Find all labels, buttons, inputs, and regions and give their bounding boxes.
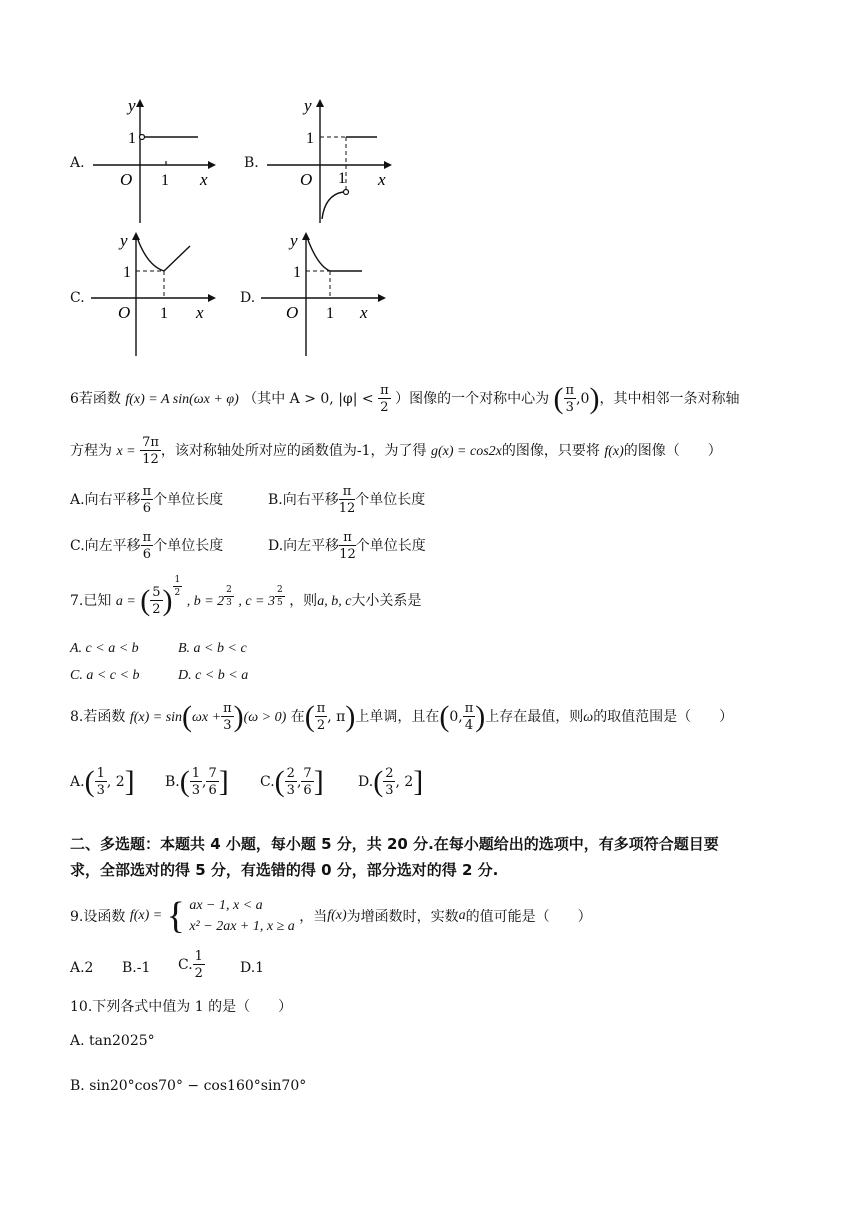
q7-option-c[interactable]: C. a < c < b xyxy=(70,668,140,683)
graph-d xyxy=(256,228,391,360)
q8-option-c[interactable]: C.( $\frac{2}{3}$ , $\frac{7}{6}$ ] xyxy=(260,765,324,798)
graph-a-one-x: 1 xyxy=(161,172,169,189)
graph-c-x-label: x xyxy=(196,303,204,322)
q9-stem: 9.设函数 f(x) = { ax − 1, x < a x² − 2ax + 1, x ≥ a ，当f(x)为增函数时，实数a的值可能是（ ） xyxy=(70,895,592,937)
q10-option-a[interactable]: A. tan2025° xyxy=(70,1033,155,1049)
q9-option-c[interactable]: C. $\frac{1}{2}$ xyxy=(178,949,203,981)
graph-d-x-label: x xyxy=(360,303,368,322)
graph-c-one-y: 1 xyxy=(123,264,131,281)
q10-stem: 10.下列各式中值为 1 的是（ ） xyxy=(70,999,293,1015)
q6-option-a[interactable]: A.向右平移 $\frac{\pi}{6}$ 个单位长度 xyxy=(70,484,224,516)
q8-option-b[interactable]: B.( $\frac{1}{3}$ , $\frac{7}{6}$ ] xyxy=(165,765,229,798)
graph-d-one-y: 1 xyxy=(293,264,301,281)
q9-option-b[interactable]: B.-1 xyxy=(122,960,151,976)
q7-option-b[interactable]: B. a < b < c xyxy=(178,641,247,656)
graph-b-one-x: 1 xyxy=(338,170,346,187)
graph-b-y-label: y xyxy=(304,96,312,115)
graph-b-label: B. xyxy=(244,155,259,171)
graph-b-x-label: x xyxy=(378,170,386,189)
q6-option-c[interactable]: C.向左平移 $\frac{\pi}{6}$ 个单位长度 xyxy=(70,530,224,562)
q7-stem: 7.已知 a = ( $\frac{5}{2}$ ) $^{\frac{1}{2}}$ , b = 2 $^{\frac{2}{3}}$ , c = 3 $^{\frac{2}{5}}$ ，则a, b, c大小关系是 xyxy=(70,575,422,617)
graph-b-origin: O xyxy=(300,170,313,189)
q6-line2: 方程为 x = $\frac{7\pi}{12}$ ，该对称轴处所对应的函数值为-1，为了得 g(x) = cos2x的图像，只要将 f(x)的图像（ ） xyxy=(70,435,722,467)
graph-c-label: C. xyxy=(70,290,85,306)
graph-b-one-y: 1 xyxy=(306,130,314,147)
q6-option-d[interactable]: D.向左平移 $\frac{\pi}{12}$ 个单位长度 xyxy=(268,530,426,562)
q7-option-a[interactable]: A. c < a < b xyxy=(70,641,139,656)
graph-c-one-x: 1 xyxy=(160,305,168,322)
graph-d-origin: O xyxy=(286,303,299,322)
q6-option-b[interactable]: B.向右平移 $\frac{\pi}{12}$ 个单位长度 xyxy=(268,484,426,516)
q8-option-d[interactable]: D.( $\frac{2}{3}$ , 2] xyxy=(358,765,424,798)
graph-c-origin: O xyxy=(118,303,131,322)
q6-line1: 6若函数 f(x) = A sin(ωx + φ) （其中 A > 0, |φ| < $\frac{\pi}{2}$ ）图像的一个对称中心为 ( $\frac{\pi}{3}$ ,0)，其中相邻一条对称轴 xyxy=(70,382,740,415)
graph-b xyxy=(262,95,397,227)
graph-d-label: D. xyxy=(240,290,256,306)
graph-a-label: A. xyxy=(70,155,85,171)
q7-option-d[interactable]: D. c < b < a xyxy=(178,668,249,683)
graph-a-origin: O xyxy=(120,170,133,189)
graph-a-x-label: x xyxy=(200,170,208,189)
graph-d-one-x: 1 xyxy=(326,305,334,322)
section2-heading-line2: 求，全部选对的得 5 分，有选错的得 0 分，部分选对的得 2 分. xyxy=(70,861,499,879)
graph-c-y-label: y xyxy=(120,231,128,250)
section2-heading-line1: 二、多选题：本题共 4 小题，每小题 5 分，共 20 分.在每小题给出的选项中，有多项符合题目要 xyxy=(70,835,719,853)
graph-d-y-label: y xyxy=(290,231,298,250)
q8-option-a[interactable]: A.( $\frac{1}{3}$ , 2] xyxy=(70,765,135,798)
graph-c xyxy=(86,228,221,360)
graph-a-one-y: 1 xyxy=(128,130,136,147)
q10-option-b[interactable]: B. sin20°cos70° − cos160°sin70° xyxy=(70,1078,307,1094)
q9-option-d[interactable]: D.1 xyxy=(240,960,265,976)
graph-a xyxy=(88,95,218,227)
q8-stem: 8.若函数 f(x) = sin(ωx + $\frac{\pi}{3}$ )(ω > 0) 在( $\frac{\pi}{2}$ , π)上单调，且在(0, $\frac{\pi}{4}$ )上存在最值，则ω的取值范围是（ ） xyxy=(70,700,734,733)
q9-option-a[interactable]: A.2 xyxy=(70,960,94,976)
graph-a-y-label: y xyxy=(128,96,136,115)
